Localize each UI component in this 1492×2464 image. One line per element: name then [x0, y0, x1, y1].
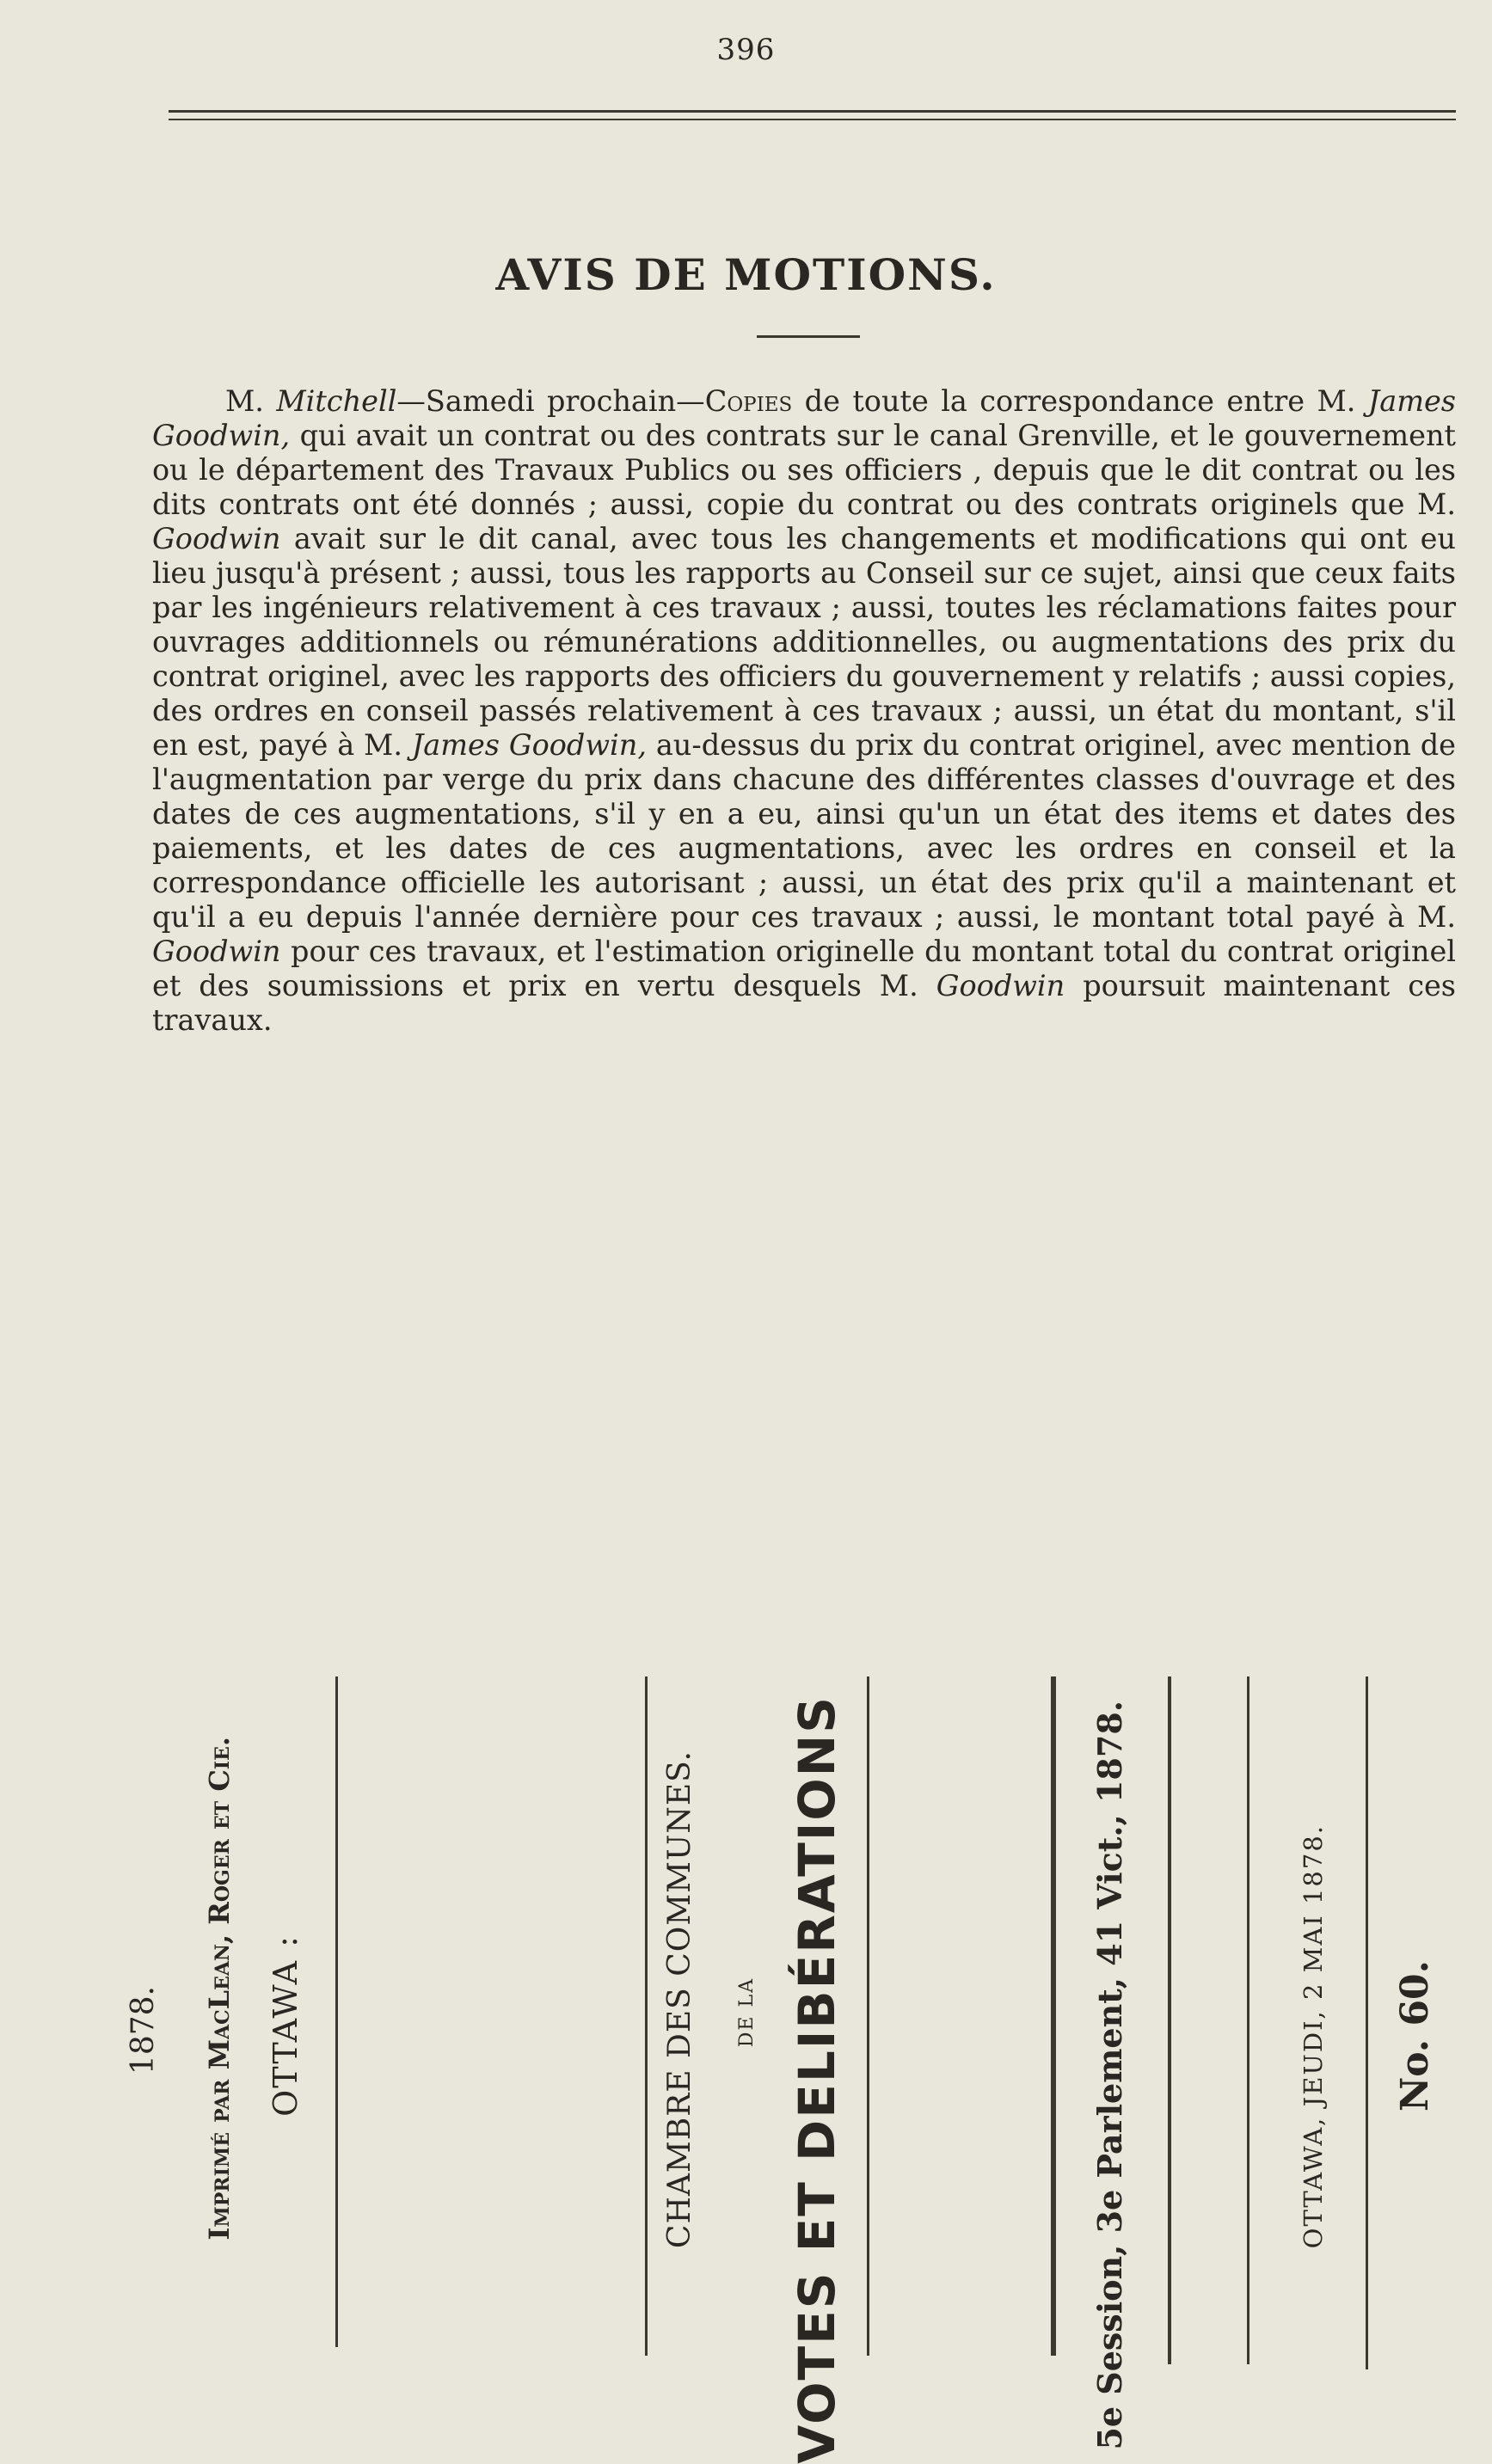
rule-7 [335, 1676, 338, 2347]
name-james-goodwin-2: James Goodwin, [411, 728, 647, 762]
motion-text-6: poursuit maintenant ces travaux. [152, 969, 1456, 1037]
printer-line: Imprimé par MacLean, Roger et Cie. [203, 1737, 236, 2240]
motion-text-5: pour ces travaux, et l'estimation originelle du montant total du contrat originel et des soumissions et prix en vertu desquels M. [152, 935, 1456, 1002]
rule-6 [645, 1676, 648, 2356]
header-double-rule [169, 110, 1456, 120]
title-divider [757, 335, 860, 338]
motion-text-2: qui avait un contrat ou des contrats sur le canal Grenville, et le gouvernement ou le département des Travaux Publics ou ses officiers , depuis que le dit contrat ou les dits contrats ont été donnés ; aussi, copie du contrat ou des contrats originels que M. [152, 419, 1456, 521]
session-line: 5e Session, 3e Parlement, 41 Vict., 1878. [1090, 1701, 1129, 2450]
motion-dash: —Samedi prochain— [396, 384, 705, 418]
motion-text-4: au-dessus du prix du contrat originel, avec mention de l'augmentation par verge du prix dans chacune des différentes classes d'ouvrage et des dates de ces augmentations, s'il y en a eu, ainsi qu'un un état des items et dates des paiements, et les dates de ces augmentations, avec les ordres en conseil et la correspondance officielle les autorisant ; aussi, un état des prix qu'il a maintenant et qu'il a eu depuis l'année dernière pour ces travaux ; aussi, le montant total payé à M. [152, 728, 1456, 934]
motion-text-1: de toute la correspondance entre M. [792, 384, 1368, 418]
motion-text-3: avait sur le dit canal, avec tous les changements et modifications qui ont eu lieu jusqu'à présent ; aussi, tous les rapports au Conseil sur ce sujet, ainsi que ceux faits par les ingénieurs relativement à ces travaux ; aussi, toutes les réclamations faites pour ouvrages additionnels ou rémunérations additionnelles, ou augmentations des prix du contrat originel, avec les rapports des officiers du gouvernement y relatifs ; aussi copies, des ordres en conseil passés relativement à ces travaux ; aussi, un état du montant, s'il en est, payé à M. [152, 522, 1456, 762]
rule-2 [1247, 1676, 1249, 2364]
name-goodwin-2: Goodwin [152, 935, 281, 968]
city-label: OTTAWA : [267, 1934, 304, 2117]
section-title: AVIS DE MOTIONS. [495, 249, 997, 300]
name-james-goodwin-1: James Goodwin, [152, 384, 1456, 452]
name-goodwin-3: Goodwin [936, 969, 1065, 1002]
issue-number: No. 60. [1393, 1960, 1437, 2112]
de-la-label: DE LA [736, 1977, 758, 2048]
chambre-label: CHAMBRE DES COMMUNES. [662, 1750, 697, 2249]
rule-5 [867, 1676, 869, 2356]
rule-1 [1366, 1676, 1368, 2369]
rule-3 [1168, 1676, 1171, 2364]
publication-title: VOTES ET DELIBÉRATIONS [788, 1695, 846, 2464]
member-name: Mitchell [276, 384, 397, 418]
rotated-masthead [95, 1676, 1471, 2464]
print-year: 1878. [126, 1986, 161, 2075]
copies-word: Copies [704, 384, 793, 418]
motion-paragraph [152, 384, 1456, 1038]
issue-date: OTTAWA, JEUDI, 2 MAI 1878. [1299, 1824, 1328, 2249]
rule-4 [1051, 1676, 1056, 2356]
page-number: 396 [716, 33, 776, 67]
member-prefix: M. [225, 384, 277, 418]
name-goodwin-1: Goodwin [152, 522, 281, 555]
